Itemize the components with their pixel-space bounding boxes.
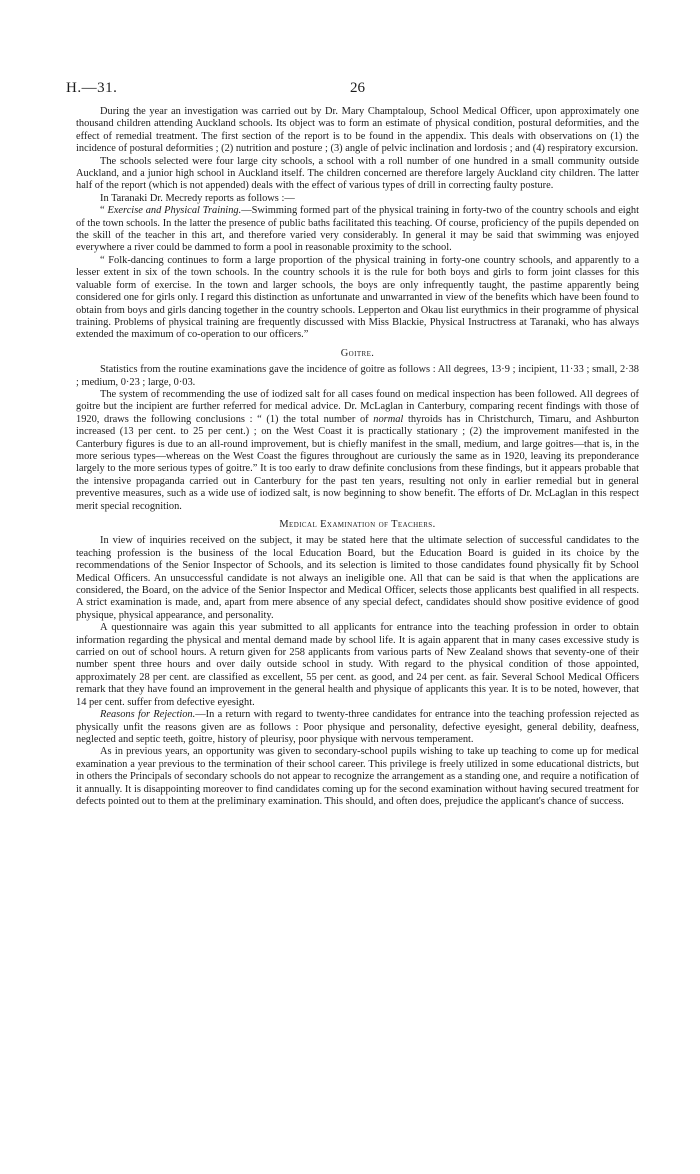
open-quote: “ [100,205,108,217]
paragraph-secondary-pupils: As in previous years, an opportunity was given to secondary-school pupils wishing to take up teaching to come up for medical examination a year previous to the termination of their school career. This privilege is freely utilized in some educational districts, but in others the Principals of secondary schools do not appear to recognize the arrangement as a standing one, and require a notification of it annually. It is disappointing moreover to find candidates coming up for the second examination without having secured treatment for defects pointed out to them at the preliminary examination. This should, and often does, prejudice the applicant's chance of success. [76,746,639,807]
paragraph-exercise-text: —Swimming formed part of the physical training in forty-two of the country schools and eight of the town schools. In the latter the presence of public baths facilitated this teaching. Of course, proficiency of the pupils depended on the skill of the teacher in this art, and therefore varied very considerably. In general it may be said that swimming was enjoyed everywhere a river could be dammed to form a pool in reasonable proximity to the school. [76,205,639,254]
paragraph-folk-dancing: “ Folk-dancing continues to form a large proportion of the physical training in forty-one country schools, and apparently to a lesser extent in six of the town schools. In the country schools it is the rule for both boys and girls to form joint classes for this valuable form of exercise. In the town and larger schools, the boys are only infrequently taught, the pastime apparently being considered one for girls only. I regard this distinction as unfortunate and unwarranted in view of the benefits which have been found to obtain from boys and girls dancing together in the country schools. Lepperton and Okau list eurythmics in their programme of physical training. Problems of physical training are frequently discussed with Miss Blackie, Physical Instructress at Taranaki, who has always extended the maximum of co-operation to our officers.” [76,254,639,341]
document-reference: H.—31. [66,80,118,96]
paragraph-iodized-salt-a: The system of recommending the use of iodized salt for all cases found on medical inspection has been followed. All degrees of goitre but the incipient are further referred for medical advice. Dr. McLaglan in Canterbury, comparing recent findings with those of 1920, draws the following conclusions : “ (1) the total number of [76,388,639,425]
paragraph-rejection-text: —In a return with regard to twenty-three candidates for entrance into the teaching profession rejected as physically unfit the reasons given are as follows : Poor physique and personality, defective eyesight, general debility, deafness, neglected and septic teeth, goitre, history of pleurisy, poor physique with nervous temperament. [76,709,639,745]
section-heading-teachers: Medical Examination of Teachers. [279,519,436,530]
page-header [66,80,639,100]
section-heading-exercise: Exercise and Physical Training. [107,205,242,217]
paragraph-rejection [76,709,639,746]
section-heading-rejection: Reasons for Rejection. [100,709,196,721]
page-number: 26 [350,80,365,96]
paragraph-iodized-salt-b: thyroids has in Christchurch, Timaru, and Ashburton increased (13 per cent. to 25 per cent.) ; on the West Coast it is practically stationary ; (2) the improvement manifested in the Canterbury figures is due to an all-round improvement, but is chiefly manifest in the small, medium, and large goitres—that is, in the more serious types—whereas on the West Coast the figures throughout are curiously the same as in 1920, leaving its preponderance largely to the more serious types of goitre.” It is too early to draw definite conclusions from these findings, but it appears probable that the intensive propaganda carried out in Canterbury for the past ten years, resulting not only in earlier remedial but in general preventive measures, such as a wide use of iodized salt, is now beginning to show benefit. The efforts of Dr. McLaglan in this respect merit special recognition. [76,413,639,512]
paragraph-exercise [76,205,639,255]
document-body [76,106,639,808]
paragraph-questionnaire: A questionnaire was again this year submitted to all applicants for entrance into the teaching profession in order to obtain information regarding the physical and mental demand made by school life. It is again apparent that in many cases excessive study is carried on out of school hours. A return given for 258 applicants from various parts of New Zealand shows that seventy-one of their number spent three hours and over daily outside school in study. With regard to the physical condition of those appointed, approximately 28 per cent. are classified as excellent, 55 per cent. as good, and 24 per cent. as fair. Several School Medical Officers remark that they have found an improvement in the general health and physique of applicants this year. It is to be noted, however, that 14 per cent. suffer from defective eyesight. [76,622,639,708]
section-heading-goitre: Goitre. [340,347,375,359]
paragraph-taranaki-intro: In Taranaki Dr. Mecredy reports as follows :— [100,192,295,204]
paragraph-iodized-salt [76,389,639,513]
paragraph-investigation: During the year an investigation was carried out by Dr. Mary Champtaloup, School Medical Officer, upon approximately one thousand children attending Auckland schools. Its object was to form an estimate of physical condition, postural deformities, and the effect of remedial treatment. The first section of the report is to be found in the appendix. This deals with observations on (1) the incidence of postural deformities ; (2) nutrition and posture ; (3) angle of pelvic inclination and lordosis ; and (4) respiratory excursion. [76,106,639,155]
paragraph-goitre-statistics: Statistics from the routine examinations gave the incidence of goitre as follows : All degrees, 13·9 ; incipient, 11·33 ; small, 2·38 ; medium, 0·23 ; large, 0·03. [76,364,639,388]
paragraph-teacher-selection: In view of inquiries received on the subject, it may be stated here that the ultimate selection of successful candidates to the teaching profession is the business of the local Education Board, but the Education Board is guided in its choice by the recommendations of the Senior Inspector of Schools, and its selection is limited to those candidates found physically fit by School Medical Officers. An unsuccessful candidate is not always an ineligible one. All that can be said is that when the applications are considered, the Board, on the advice of the Senior Inspector and Medical Officer, selects those applicants best qualified in all respects. A strict examination is made, and, apart from mere absence of any special defect, candidates should show positive evidence of good physique, physical appearance, and personality. [76,535,639,621]
paragraph-schools-selected: The schools selected were four large city schools, a school with a roll number of one hundred in a small community outside Auckland, and a junior high school in Auckland itself. The children concerned are therefore largely Auckland city children. The latter half of the report (which is not appended) deals with the effect of various types of drill in correcting faulty posture. [76,155,639,192]
emphasis-normal: normal [373,413,404,425]
